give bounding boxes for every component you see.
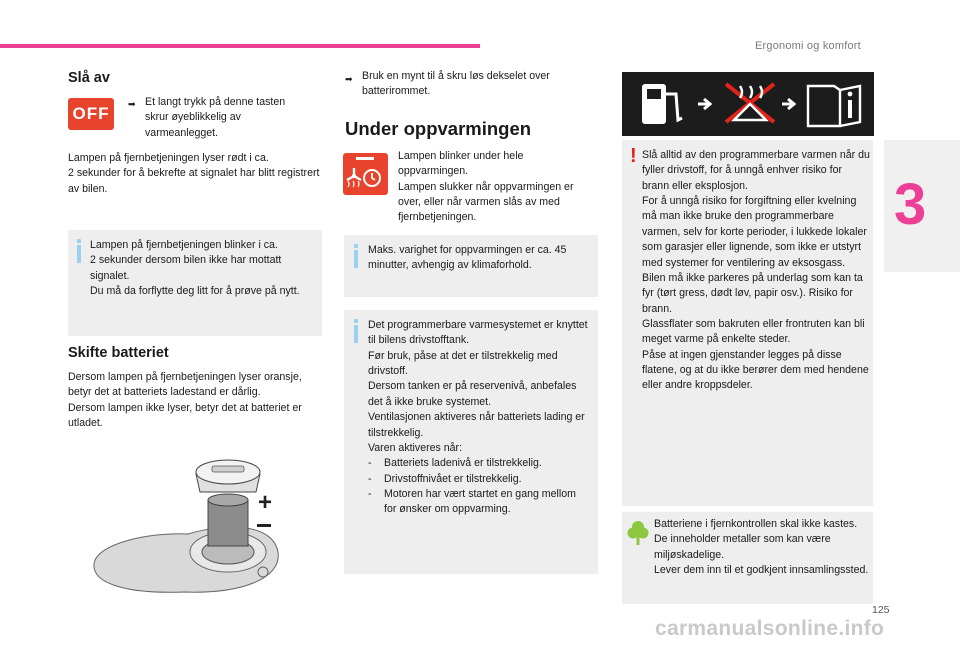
- condition-list: [368, 456, 588, 517]
- page-number: 125: [872, 604, 890, 616]
- section-title: Ergonomi og komfort: [755, 40, 861, 52]
- info-icon: [354, 319, 358, 343]
- heading-off: Slå av: [68, 70, 110, 86]
- arrow-bullet-icon: ➡: [345, 74, 353, 84]
- svg-text:+: +: [258, 489, 273, 516]
- heading-battery: Skifte batteriet: [68, 345, 169, 361]
- warning-text: Slå alltid av den programmerbare varmen når du fyller drivstoff, for å unngå enhver risiko for brann eller eksplosjon. For å unngå risiko for forgiftning eller kvelning må man ikke bruke den programmerbare varmen, selv for korte perioder, i lukkede lokaler som garasjer eller lignende, som ikke er utstyrt med systemer for ventilering av eksosgass. Bilen må ikke parkeres på underlag som kan ta fyr (tørt gress, dødt løv, papir osv.). Risiko for brann. Glassflater som bakruten eller frontruten kan bli meget varme på enkelte steder. Påse at ingen gjenstander legges på disse flatene, og at du ikke berører dem med hendene eller andre kroppsdeler.: [642, 149, 870, 392]
- heater-timer-icon: [343, 153, 388, 195]
- info-box-system: [344, 310, 598, 574]
- recycle-tree-icon: [627, 520, 649, 546]
- arrow-right-icon: [782, 99, 794, 109]
- list-item: - Drivstoffnivået er tilstrekkelig.: [368, 472, 522, 485]
- info-box-duration: [344, 235, 598, 297]
- info-system-text: Det programmerbare varmesystemet er knyttet til bilens drivstofftank. Før bruk, påse at det er tilstrekkelig med drivstoff. Dersom tanken er på reservenivå, anbefales det å ikke bruke systemet. Ventilasjonen aktiveres når batteriets lading er tilstrekkelig. Varen aktiveres når:: [368, 319, 588, 454]
- coin-instruction: Bruk en mynt til å skru løs dekselet over batterirommet.: [362, 70, 550, 98]
- arrow-bullet-icon: ➡: [128, 99, 136, 109]
- info-signal-text: Lampen på fjernbetjeningen blinker i ca. 2 sekunder dersom bilen ikke har mottatt signalet. Du må da forflytte deg litt for å prøve på nytt.: [90, 239, 300, 298]
- refuel-warning-pictograms: [622, 72, 874, 136]
- info-icon: [354, 244, 358, 268]
- fuel-pump-icon: [642, 84, 682, 124]
- heating-lamp-text: Lampen blinker under hele oppvarmingen. Lampen slukker når oppvarmingen er over, eller når varmen slås av med fjernbetjeningen.: [398, 150, 574, 224]
- off-instruction: Et langt trykk på denne tasten skrur øyeblikkelig av varmeanlegget.: [145, 96, 286, 139]
- lamp-confirm-text: Lampen på fjernbetjeningen lyser rødt i ca. 2 sekunder for å bekrefte at signalet har blitt registrert av bilen.: [68, 152, 320, 195]
- no-heating-icon: [726, 84, 774, 122]
- warning-exclamation-icon: !: [630, 145, 637, 167]
- top-accent-bar: [0, 44, 480, 48]
- info-icon: [77, 239, 81, 263]
- info-duration-text: Maks. varighet for oppvarmingen er ca. 45 minutter, avhengig av klimaforhold.: [368, 244, 567, 272]
- info-box-signal: [68, 230, 322, 336]
- list-item: - Motoren har vært startet en gang mellom for ønsker om oppvarming.: [368, 487, 576, 516]
- manual-info-icon: [808, 86, 860, 126]
- battery-text: Dersom lampen på fjernbetjeningen lyser oransje, betyr det at batteriets ladestand er dårlig. Dersom lampen ikke lyser, betyr det at batteriet er utladet.: [68, 371, 302, 430]
- remote-battery-illustration: [88, 452, 288, 602]
- eco-box: [622, 512, 873, 604]
- heading-heating: Under oppvarmingen: [345, 118, 532, 139]
- off-button-icon: OFF: [68, 98, 114, 130]
- arrow-right-icon: [698, 99, 710, 109]
- warning-box: [622, 140, 873, 506]
- watermark: carmanualsonline.info: [655, 617, 885, 640]
- eco-text: Batteriene i fjernkontrollen skal ikke kastes. De inneholder metaller som kan være miljøskadelige. Lever dem inn til et godkjent innsamlingssted.: [654, 518, 869, 577]
- list-item: - Batteriets ladenivå er tilstrekkelig.: [368, 457, 542, 470]
- chapter-number: 3: [894, 172, 927, 237]
